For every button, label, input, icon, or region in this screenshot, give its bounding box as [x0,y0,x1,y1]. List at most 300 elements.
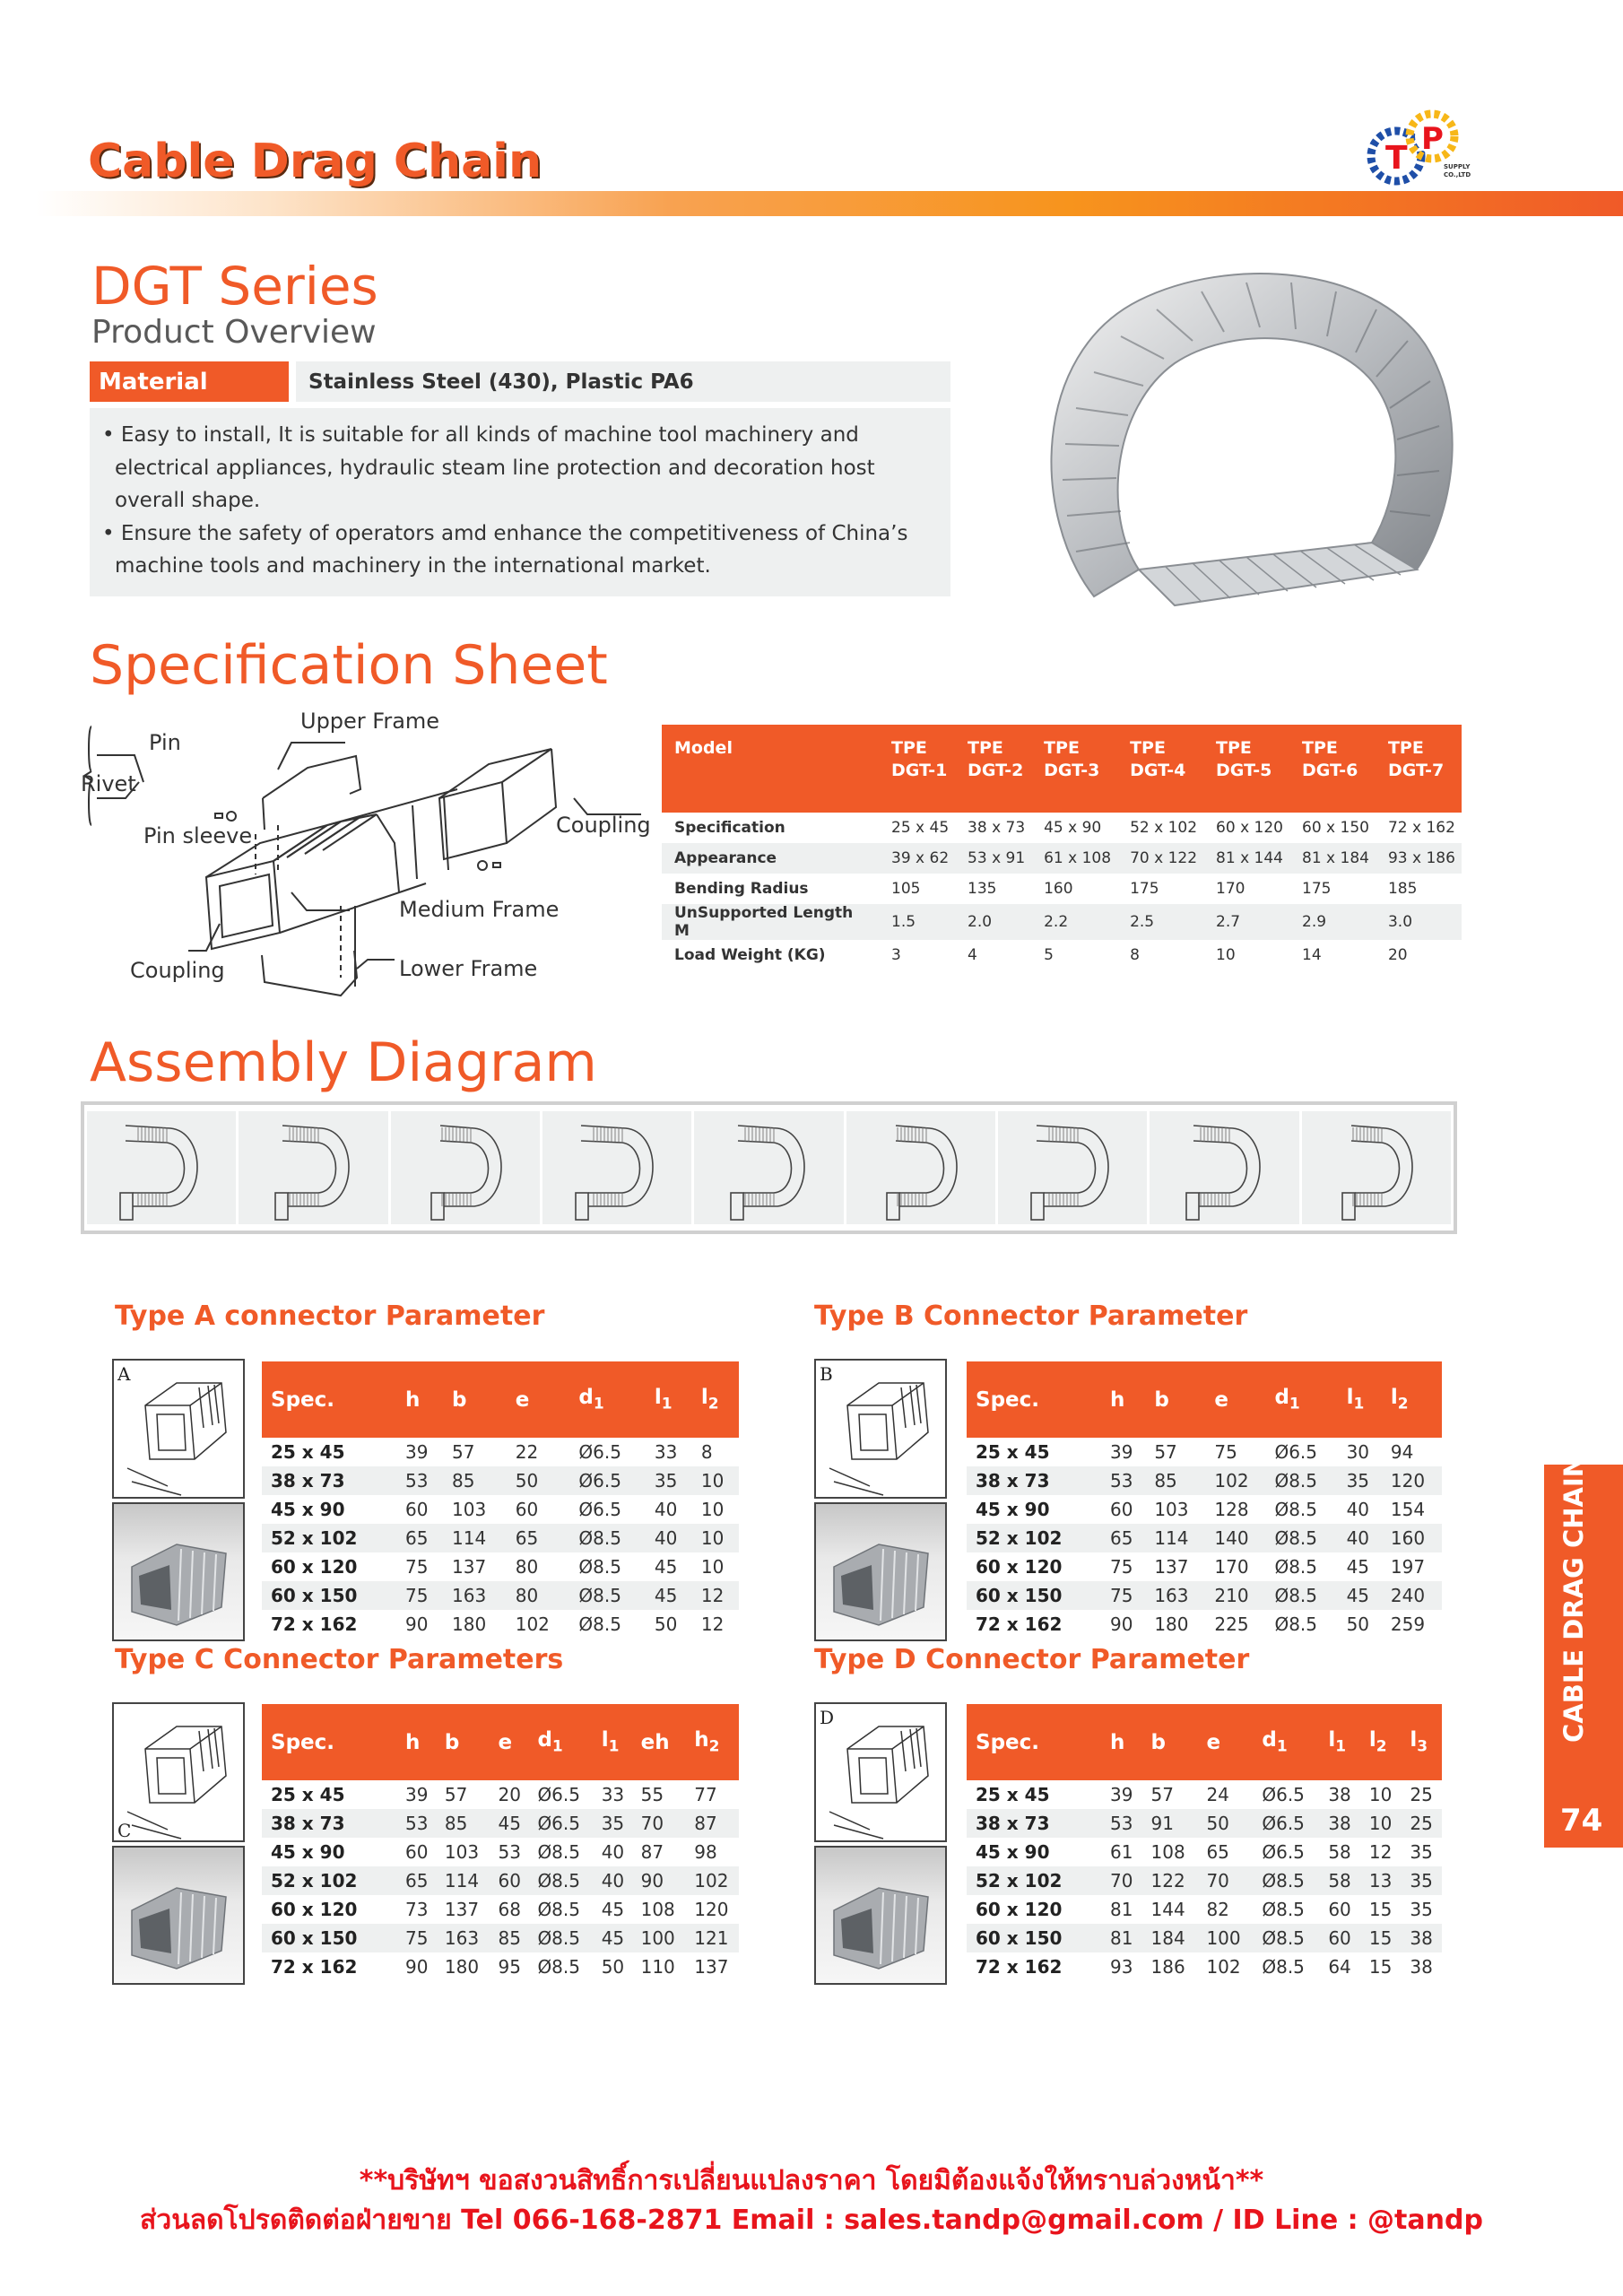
connector-spec-cell: 52 x 102 [967,1524,1101,1552]
connector-column-header: b [1145,1361,1205,1438]
connector-value-cell: 114 [436,1866,490,1895]
connector-value-cell: 13 [1360,1866,1402,1895]
connector-value-cell: 20 [498,1784,521,1805]
connector-column-header: $h_2$ [685,1704,739,1780]
connector-spec-cell: 45 x 90 [271,1499,345,1520]
connector-value-cell: 39 [405,1784,429,1805]
connector-photo-image-icon [816,1848,945,1983]
connector-value-cell: 50 [507,1466,570,1495]
connector-column-header: h [1101,1704,1142,1780]
connector-table-row [967,1952,1442,1981]
connector-value-cell: 102 [515,1613,550,1635]
connector-value-cell: 91 [1142,1809,1198,1838]
connector-value-cell: 110 [640,1956,675,1978]
connector-value-cell: 10 [692,1524,739,1552]
connector-value-cell: 35 [1410,1841,1433,1863]
connector-value-cell: 81 [1101,1924,1142,1952]
connector-column-header: $l_3$ [1401,1704,1442,1780]
connector-value-cell: 12 [692,1581,739,1610]
connector-value-cell: 53 [396,1466,443,1495]
connector-table-row [262,1952,739,1981]
svg-text:T: T [1385,140,1408,177]
connector-value-cell: 53 [1101,1809,1142,1838]
page-number: 74 [1560,1803,1603,1839]
connector-value-cell: 60 [1110,1499,1133,1520]
connector-value-cell: 144 [1150,1899,1185,1920]
chain-bend-diagram-icon [108,1112,215,1224]
connector-value-cell: 60 [1319,1924,1360,1952]
connector-value-cell: 180 [444,1956,480,1978]
connector-line-drawing-icon [816,1361,945,1497]
connector-table-row [967,1495,1442,1524]
connector-value-cell: 40 [1338,1524,1382,1552]
connector-value-cell: Ø8.5 [1253,1924,1319,1952]
spec-table-row [662,843,1462,874]
connector-line-drawing-icon [816,1704,945,1840]
connector-spec-cell: 72 x 162 [271,1613,358,1635]
connector-value-cell: 75 [396,1581,443,1610]
model-column-header: TPE DGT-2 [955,725,1031,813]
connector-value-cell: 80 [515,1556,539,1578]
connector-table-row [967,1552,1442,1581]
connector-value-cell: 35 [1410,1899,1433,1920]
type-b-photo [814,1502,947,1641]
connector-table-row [262,1866,739,1895]
connector-value-cell: 15 [1368,1956,1393,1978]
connector-value-cell: 55 [640,1784,664,1805]
spec-table-row [662,904,1462,940]
connector-value-cell: 170 [1214,1556,1249,1578]
assembly-diagram-cell [998,1111,1147,1224]
connector-spec-cell: 60 x 150 [262,1924,396,1952]
footer-contact-info: ส่วนลดโปรดติดต่อฝ่ายขาย Tel 066-168-2871 Email : sales.tandp@gmail.com / ID Line : @tandp [140,2205,1483,2236]
spec-cell: 170 [1216,880,1245,898]
connector-value-cell: 40 [654,1499,678,1520]
connector-column-header: $l_2$ [692,1361,739,1438]
connector-value-cell: 103 [1154,1499,1189,1520]
spec-cell: 70 x 122 [1117,843,1203,874]
connector-value-cell: Ø8.5 [1265,1581,1337,1610]
connector-spec-cell: 38 x 73 [967,1466,1101,1495]
connector-value-cell: 93 [1110,1956,1133,1978]
chain-bend-diagram-icon [867,1112,975,1224]
spec-cell: 3 [891,946,901,964]
footer-notice [0,2161,1623,2240]
connector-value-cell: Ø6.5 [569,1466,645,1495]
connector-value-cell: 12 [1368,1841,1393,1863]
connector-value-cell: 10 [1360,1809,1402,1838]
connector-value-cell: 12 [700,1613,725,1635]
chain-bend-diagram-icon [1019,1112,1126,1224]
overview-bullet: • Ensure the safety of operators amd enhance the competitiveness of China’s machine tools and machinery in the international market. [102,521,908,578]
connector-value-cell: 53 [396,1809,436,1838]
connector-value-cell: 64 [1328,1956,1351,1978]
connector-value-cell: Ø8.5 [537,1841,580,1863]
connector-value-cell: 77 [694,1784,717,1805]
label-lower-frame: Lower Frame [399,956,538,981]
connector-value-cell: Ø8.5 [528,1866,592,1895]
spec-row-label: Specification [674,819,785,837]
connector-spec-cell: 60 x 120 [976,1899,1063,1920]
connector-value-cell: 57 [1154,1441,1177,1463]
connector-column-header: $l_2$ [1360,1704,1402,1780]
page-header-title: Cable Drag Chain [88,135,542,188]
connector-value-cell: 60 [405,1499,429,1520]
svg-text:D: D [820,1707,835,1728]
connector-spec-cell: 60 x 150 [967,1581,1101,1610]
type-c-parameter-table [262,1704,739,1981]
connector-column-header: e [1205,1361,1265,1438]
connector-value-cell: 85 [490,1924,529,1952]
connector-value-cell: 45 [1346,1556,1370,1578]
connector-value-cell: 10 [700,1556,725,1578]
connector-table-header [262,1361,739,1438]
spec-sheet-title: Specification Sheet [90,634,608,697]
connector-photo-image-icon [114,1504,243,1639]
connector-value-cell: 75 [396,1924,436,1952]
type-b-diagram [814,1359,947,1499]
footer-price-disclaimer: **บริษัทฯ ขอสงวนสิทธิ์การเปลี่ยนแปลงราคา โดยมิต้องแจ้งให้ทราบล่วงหน้า** [359,2165,1264,2196]
connector-value-cell: 15 [1360,1924,1402,1952]
chain-bend-diagram-icon [715,1112,822,1224]
spec-cell: 53 x 91 [955,843,1031,874]
connector-value-cell: 40 [593,1866,632,1895]
connector-value-cell: Ø6.5 [528,1809,592,1838]
connector-value-cell: Ø8.5 [578,1556,621,1578]
connector-value-cell: Ø8.5 [569,1581,645,1610]
connector-table-row [967,1809,1442,1838]
connector-spec-cell: 25 x 45 [976,1441,1050,1463]
svg-text:A: A [117,1363,131,1385]
connector-value-cell: 87 [685,1809,739,1838]
chain-bend-diagram-icon [259,1112,367,1224]
connector-value-cell: 15 [1368,1899,1393,1920]
connector-table-row [262,1524,739,1552]
connector-value-cell: 180 [1154,1613,1189,1635]
connector-table-row [967,1438,1442,1466]
connector-value-cell: 137 [694,1956,729,1978]
connector-line-drawing-icon [114,1361,243,1497]
model-column-header: TPE DGT-3 [1031,725,1117,813]
connector-value-cell: 81 [1110,1899,1133,1920]
connector-column-header: e [490,1704,529,1780]
connector-column-header: eh [632,1704,686,1780]
company-logo [1358,109,1475,186]
connector-table-header [262,1704,739,1780]
connector-value-cell: 128 [1214,1499,1249,1520]
connector-value-cell: 25 [1410,1784,1433,1805]
connector-column-header: $d_1$ [528,1704,592,1780]
spec-cell: 8 [1130,946,1140,964]
spec-cell: 2.9 [1289,904,1376,940]
connector-table-row [967,1895,1442,1924]
spec-cell: 175 [1130,880,1159,898]
connector-table-row [967,1524,1442,1552]
connector-value-cell: 33 [654,1441,678,1463]
connector-table-row [262,1809,739,1838]
connector-table-row [262,1438,739,1466]
spec-cell: 175 [1302,880,1332,898]
spec-row-label: Bending Radius [674,880,809,898]
connector-value-cell: Ø8.5 [1265,1524,1337,1552]
spec-cell: 25 x 45 [891,819,950,837]
connector-value-cell: 154 [1390,1499,1426,1520]
connector-column-header: $l_1$ [1338,1361,1382,1438]
type-b-parameter-table [967,1361,1442,1639]
connector-value-cell: Ø8.5 [528,1924,592,1952]
connector-value-cell: 85 [1145,1466,1205,1495]
connector-value-cell: 240 [1382,1581,1442,1610]
connector-value-cell: Ø8.5 [1274,1613,1318,1635]
connector-value-cell: 95 [498,1956,521,1978]
connector-value-cell: 25 [1401,1809,1442,1838]
connector-value-cell: 100 [1197,1924,1253,1952]
connector-value-cell: 75 [1214,1441,1237,1463]
spec-cell: 60 x 120 [1216,819,1283,837]
connector-column-header: h [1101,1361,1145,1438]
overview-description [90,408,950,596]
spec-cell: 10 [1216,946,1236,964]
connector-value-cell: 65 [1206,1841,1229,1863]
spec-cell: 160 [1044,880,1073,898]
connector-table-row [967,1610,1442,1639]
connector-table-header [967,1704,1442,1780]
connector-column-header: Spec. [967,1704,1101,1780]
connector-value-cell: Ø8.5 [1253,1866,1319,1895]
connector-spec-cell: 38 x 73 [262,1809,396,1838]
connector-table-row [262,1552,739,1581]
connector-table-row [262,1495,739,1524]
spec-cell: 81 x 144 [1203,843,1289,874]
connector-photo-image-icon [816,1504,945,1639]
section-side-tab [1544,1455,1623,1848]
connector-value-cell: 57 [444,1784,468,1805]
connector-value-cell: 85 [443,1466,507,1495]
connector-value-cell: 137 [1154,1556,1189,1578]
connector-value-cell: 60 [1328,1899,1351,1920]
connector-value-cell: 75 [1101,1581,1145,1610]
connector-value-cell: 122 [1142,1866,1198,1895]
spec-cell: 2.7 [1203,904,1289,940]
connector-value-cell: 137 [452,1556,487,1578]
type-a-parameter-table [262,1361,739,1639]
connector-value-cell: 85 [436,1809,490,1838]
connector-column-header: e [1197,1704,1253,1780]
connector-value-cell: 120 [694,1899,729,1920]
connector-value-cell: 102 [1205,1466,1265,1495]
spec-table-row [662,874,1462,904]
spec-cell: 38 x 73 [968,819,1026,837]
connector-value-cell: 39 [1110,1441,1133,1463]
connector-value-cell: 58 [1328,1841,1351,1863]
connector-value-cell: 82 [1206,1899,1229,1920]
spec-row-label: Load Weight (KG) [674,946,826,964]
connector-table-row [262,1466,739,1495]
connector-value-cell: 35 [646,1466,692,1495]
spec-cell: 14 [1302,946,1322,964]
connector-value-cell: 33 [601,1784,625,1805]
spec-table-header [662,725,1462,813]
spec-cell: 1.5 [879,904,955,940]
connector-spec-cell: 52 x 102 [262,1524,396,1552]
drag-chain-image-icon [995,247,1497,641]
spec-cell: 5 [1044,946,1054,964]
connector-table-row [967,1581,1442,1610]
model-column-header: TPE DGT-1 [879,725,955,813]
connector-value-cell: 24 [1206,1784,1229,1805]
connector-value-cell: 35 [593,1809,632,1838]
connector-value-cell: 45 [1338,1581,1382,1610]
connector-value-cell: Ø8.5 [1262,1956,1305,1978]
connector-value-cell: 50 [1346,1613,1370,1635]
connector-spec-cell: 72 x 162 [976,1613,1063,1635]
connector-value-cell: 45 [593,1924,632,1952]
connector-value-cell: 163 [436,1924,490,1952]
connector-value-cell: 22 [515,1441,539,1463]
spec-cell: 39 x 62 [879,843,955,874]
type-d-diagram [814,1702,947,1842]
connector-value-cell: 50 [1197,1809,1253,1838]
connector-value-cell: 10 [692,1466,739,1495]
connector-spec-cell: 52 x 102 [967,1866,1101,1895]
type-c-title: Type C Connector Parameters [115,1644,564,1675]
assembly-diagram-strip [81,1101,1457,1234]
spec-cell: 45 x 90 [1044,819,1102,837]
spec-cell: 93 x 186 [1376,843,1462,874]
exploded-view-diagram [72,709,655,1004]
series-title: DGT Series [91,256,378,317]
spec-cell: 3.0 [1376,904,1462,940]
connector-value-cell: Ø8.5 [1265,1466,1337,1495]
connector-column-header: $d_1$ [1265,1361,1337,1438]
connector-column-header: $l_1$ [1319,1704,1360,1780]
connector-value-cell: Ø6.5 [1274,1441,1318,1463]
connector-spec-cell: 60 x 150 [262,1581,396,1610]
connector-value-cell: 75 [405,1556,429,1578]
spec-table-row [662,940,1462,970]
connector-value-cell: 57 [1150,1784,1174,1805]
connector-value-cell: 45 [601,1899,625,1920]
spec-table-row [662,813,1462,843]
spec-cell: 2.5 [1117,904,1203,940]
connector-value-cell: 120 [1382,1466,1442,1495]
spec-cell: 2.2 [1031,904,1117,940]
connector-value-cell: 210 [1205,1581,1265,1610]
assembly-diagram-cell [846,1111,995,1224]
connector-table-row [967,1866,1442,1895]
spec-cell: 105 [891,880,921,898]
connector-value-cell: 70 [1197,1866,1253,1895]
connector-value-cell: 40 [601,1841,625,1863]
label-pin-sleeve: Pin sleeve [143,823,253,848]
connector-spec-cell: 60 x 120 [976,1556,1063,1578]
connector-value-cell: 40 [646,1524,692,1552]
type-c-diagram [112,1702,245,1842]
spec-cell: 81 x 184 [1289,843,1376,874]
connector-table-row [262,1780,739,1809]
connector-value-cell: 61 [1110,1841,1133,1863]
connector-value-cell: 80 [507,1581,570,1610]
model-column-header: TPE DGT-4 [1117,725,1203,813]
connector-column-header: b [436,1704,490,1780]
spec-cell: 52 x 102 [1130,819,1198,837]
connector-value-cell: 186 [1150,1956,1185,1978]
connector-value-cell: 45 [646,1581,692,1610]
connector-spec-cell: 45 x 90 [976,1841,1050,1863]
connector-value-cell: 94 [1390,1441,1414,1463]
connector-table-row [262,1924,739,1952]
connector-column-header: Spec. [262,1361,396,1438]
connector-value-cell: 102 [685,1866,739,1895]
connector-column-header: $l_2$ [1382,1361,1442,1438]
connector-value-cell: 39 [405,1441,429,1463]
connector-spec-cell: 25 x 45 [271,1441,345,1463]
connector-table-row [967,1466,1442,1495]
connector-spec-cell: 25 x 45 [976,1784,1050,1805]
product-photo [995,247,1497,641]
assembly-diagram-cell [542,1111,691,1224]
connector-spec-cell: 45 x 90 [271,1841,345,1863]
connector-value-cell: Ø8.5 [537,1899,580,1920]
connector-value-cell: 197 [1390,1556,1426,1578]
connector-value-cell: 38 [1328,1784,1351,1805]
label-coupling-left: Coupling [130,958,225,983]
connector-value-cell: 50 [654,1613,678,1635]
connector-column-header: $d_1$ [1253,1704,1319,1780]
connector-value-cell: 75 [1110,1556,1133,1578]
model-column-header: TPE DGT-6 [1289,725,1376,813]
connector-value-cell: 65 [396,1866,436,1895]
connector-value-cell: 65 [1101,1524,1145,1552]
connector-table-row [262,1581,739,1610]
spec-row-label: UnSupported Length M [662,904,879,940]
connector-spec-cell: 72 x 162 [271,1956,358,1978]
label-rivet: Rivet [81,771,136,796]
connector-column-header: h [396,1361,443,1438]
connector-photo-image-icon [114,1848,243,1983]
connector-column-header: $l_1$ [593,1704,632,1780]
connector-value-cell: 10 [700,1499,725,1520]
connector-spec-cell: 25 x 45 [271,1784,345,1805]
connector-value-cell: 10 [1368,1784,1393,1805]
connector-column-header: h [396,1704,436,1780]
spec-cell: 135 [968,880,997,898]
connector-value-cell: Ø6.5 [578,1499,621,1520]
connector-table-row [967,1924,1442,1952]
connector-spec-cell: 72 x 162 [976,1956,1063,1978]
connector-value-cell: 58 [1319,1866,1360,1895]
connector-value-cell: 30 [1346,1441,1370,1463]
overview-subtitle: Product Overview [91,314,377,351]
material-value: Stainless Steel (430), Plastic PA6 [296,361,950,402]
connector-value-cell: Ø8.5 [578,1613,621,1635]
gear-logo-icon [1358,109,1475,186]
connector-value-cell: 137 [444,1899,480,1920]
specification-table [662,725,1462,970]
model-column-header: TPE DGT-5 [1203,725,1289,813]
connector-table-row [262,1895,739,1924]
svg-text:B: B [820,1363,833,1385]
label-coupling-right: Coupling [556,813,651,838]
spec-cell: 20 [1387,946,1408,964]
connector-value-cell: 35 [1338,1466,1382,1495]
connector-value-cell: 90 [405,1613,429,1635]
connector-value-cell: Ø6.5 [1253,1809,1319,1838]
connector-column-header: b [443,1361,507,1438]
connector-value-cell: Ø8.5 [537,1956,580,1978]
svg-text:CO.,LTD: CO.,LTD [1444,171,1471,178]
assembly-diagram-cell [87,1111,236,1224]
